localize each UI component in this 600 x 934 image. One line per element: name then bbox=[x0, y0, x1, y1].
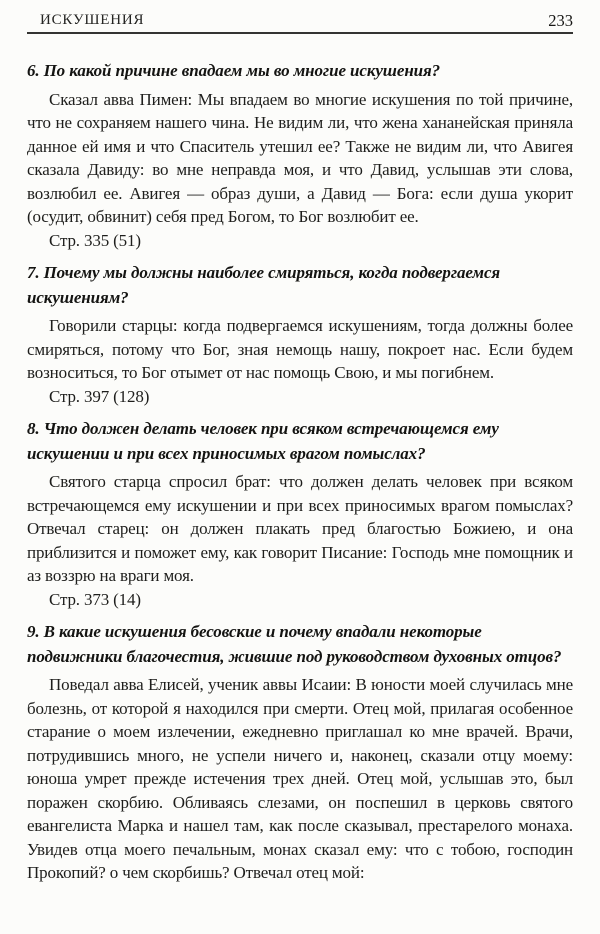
question-number: 6. bbox=[27, 61, 40, 80]
page-number: 233 bbox=[548, 11, 573, 30]
answer-paragraph: Поведал авва Елисей, ученик аввы Исаии: В юности моей случилась мне болезнь, от которой я находился при смерти. Отец мой, прилагая особенное старание о моем излечении, ежедневно приглашал ко мне врачей. Врачи, потрудившись много, не успели ничего и, наконец, сказали отцу моему: юноша умрет прежде истечения трех дней. Отец мой, услышав это, был поражен скорбию. Обливаясь слезами, он поспешил в церковь святого евангелиста Марка и нашел там, как после сказывал, престарелого монаха. Увидев отца моего печальным, монах сказал ему: что с тобою, господин Прокопий? о чем скорбишь? Отвечал отец мой: bbox=[27, 675, 573, 882]
source-reference: Стр. 335 (51) bbox=[49, 230, 141, 250]
page-body bbox=[27, 59, 573, 885]
question-text: Что должен делать человек при всяком встречающемся ему искушении и при всех приносимых врагом помыслах? bbox=[27, 419, 499, 463]
answer-paragraph: Говорили старцы: когда подвергаемся искушениям, тогда должны более смиряться, потому что Бог, зная немощь нашу, покроет нас. Если будем возноситься, то Бог отымет от нас помощь Свою, и мы погибнем. bbox=[27, 316, 573, 382]
question-heading bbox=[27, 620, 573, 669]
question-heading bbox=[27, 417, 573, 466]
question-number: 8. bbox=[27, 419, 40, 438]
question-text: В какие искушения бесовские и почему впадали некоторые подвижники благочестия, жившие под руководством духовных отцов? bbox=[27, 622, 562, 666]
section-question-7 bbox=[27, 261, 573, 408]
question-heading bbox=[27, 59, 573, 84]
section-question-8 bbox=[27, 417, 573, 611]
question-text: Почему мы должны наиболее смиряться, когда подвергаемся искушениям? bbox=[27, 263, 501, 307]
question-text: По какой причине впадаем мы во многие искушения? bbox=[43, 61, 441, 80]
section-question-6 bbox=[27, 59, 573, 252]
running-title: ИСКУШЕНИЯ bbox=[40, 12, 145, 28]
question-number: 9. bbox=[27, 622, 40, 641]
page-header bbox=[27, 0, 573, 34]
source-reference: Стр. 397 (128) bbox=[49, 386, 150, 406]
question-heading bbox=[27, 261, 573, 310]
answer-paragraph: Сказал авва Пимен: Мы впадаем во многие искушения по той причине, что не сохраняем нашего чина. Не видим ли, что жена хананейская приняла данное ей имя и что Спаситель утешил ее? Также не видим ли, что Авигея сказала Давиду: во мне неправда моя, и что Давид, услышав эти слова, возлюбил ее. Авигея — образ души, а Давид — Бога: если душа укорит (осудит, обвинит) себя пред Богом, то Бог возлюбит ее. bbox=[27, 89, 573, 226]
source-reference: Стр. 373 (14) bbox=[49, 589, 141, 609]
question-number: 7. bbox=[27, 263, 40, 282]
section-question-9 bbox=[27, 620, 573, 885]
answer-paragraph: Святого старца спросил брат: что должен делать человек при всяком встречающемся ему искушении и при всех приносимых врагом помыслах? Отвечал старец: он должен плакать пред благостью Божиею, и она приблизится и поможет ему, как говорит Писание: Господь мне помощник и аз воззрю на враги моя. bbox=[27, 472, 573, 585]
